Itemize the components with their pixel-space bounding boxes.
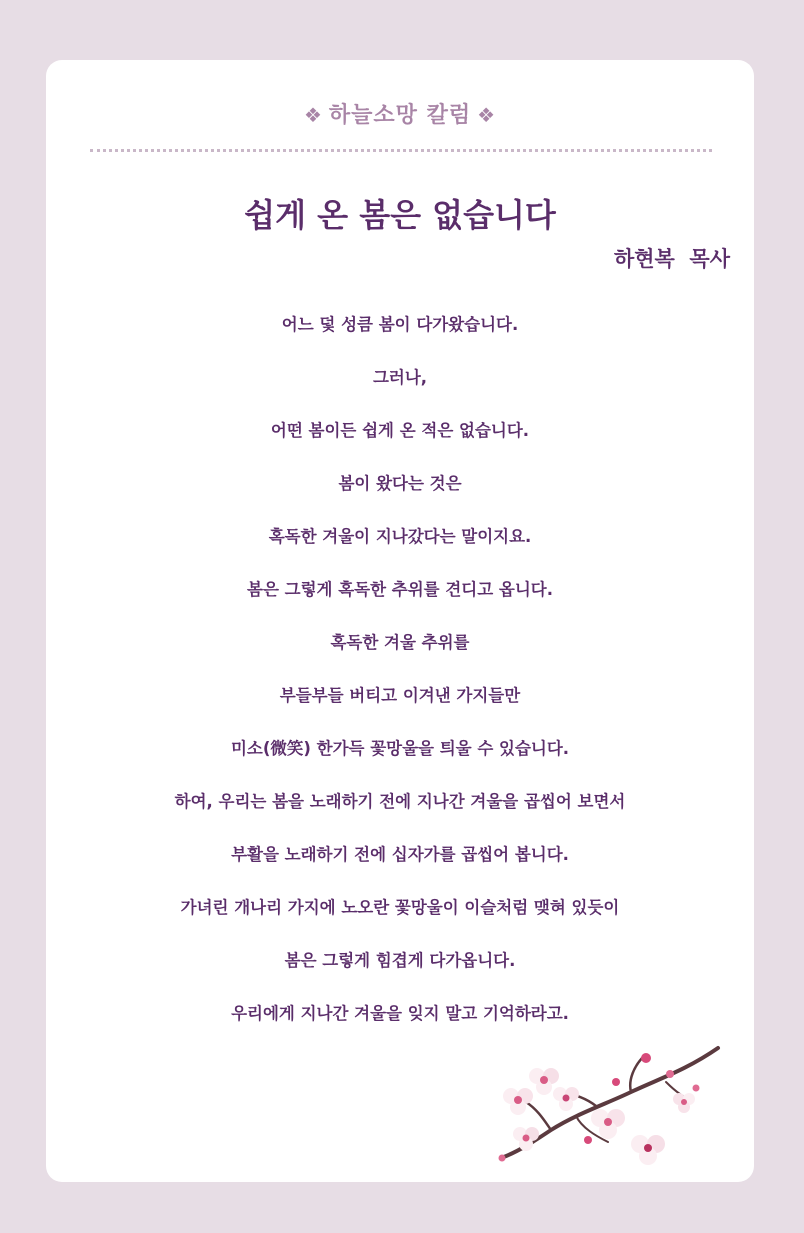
author-name: 하현복 목사 xyxy=(613,247,730,271)
body-line: 부들부들 버티고 이겨낸 가지들만 xyxy=(279,686,521,705)
column-header xyxy=(46,98,754,129)
dotted-divider xyxy=(90,149,712,152)
column-card xyxy=(46,60,754,1182)
body-line: 봄이 왔다는 것은 xyxy=(338,474,462,493)
body-line: 미소(微笑) 한가득 꽃망울을 틔울 수 있습니다. xyxy=(230,739,570,758)
body-line: 혹독한 겨울이 지나갔다는 말이지요. xyxy=(268,527,532,546)
body-line: 혹독한 겨울 추위를 xyxy=(330,633,470,652)
body-line: 우리에게 지나간 겨울을 잊지 말고 기억하라고. xyxy=(231,1004,569,1023)
body-line: 봄은 그렇게 혹독한 추위를 견디고 옵니다. xyxy=(247,580,553,599)
diamond-ornament-icon: ❖ xyxy=(303,103,323,127)
column-header-label: 하늘소망 칼럼 xyxy=(328,103,472,128)
blossom-flowers xyxy=(499,1053,700,1165)
plum-blossom-branch xyxy=(456,1040,726,1170)
body-line: 어떤 봄이든 쉽게 온 적은 없습니다. xyxy=(270,421,530,440)
body-line: 하여, 우리는 봄을 노래하기 전에 지나간 겨울을 곱씹어 보면서 xyxy=(174,792,626,811)
article-body xyxy=(46,312,754,1054)
body-line: 봄은 그렇게 힘겹게 다가옵니다. xyxy=(284,951,516,970)
article-title: 쉽게 온 봄은 없습니다 xyxy=(244,196,556,234)
diamond-ornament-icon: ❖ xyxy=(477,103,497,127)
body-line: 어느 덫 성큼 봄이 다가왔습니다. xyxy=(281,315,519,334)
body-line: 부활을 노래하기 전에 십자가를 곱씹어 봅니다. xyxy=(231,845,569,864)
body-line: 그러나, xyxy=(372,368,428,387)
body-line: 가녀린 개나리 가지에 노오란 꽃망울이 이슬처럼 맺혀 있듯이 xyxy=(180,898,620,917)
